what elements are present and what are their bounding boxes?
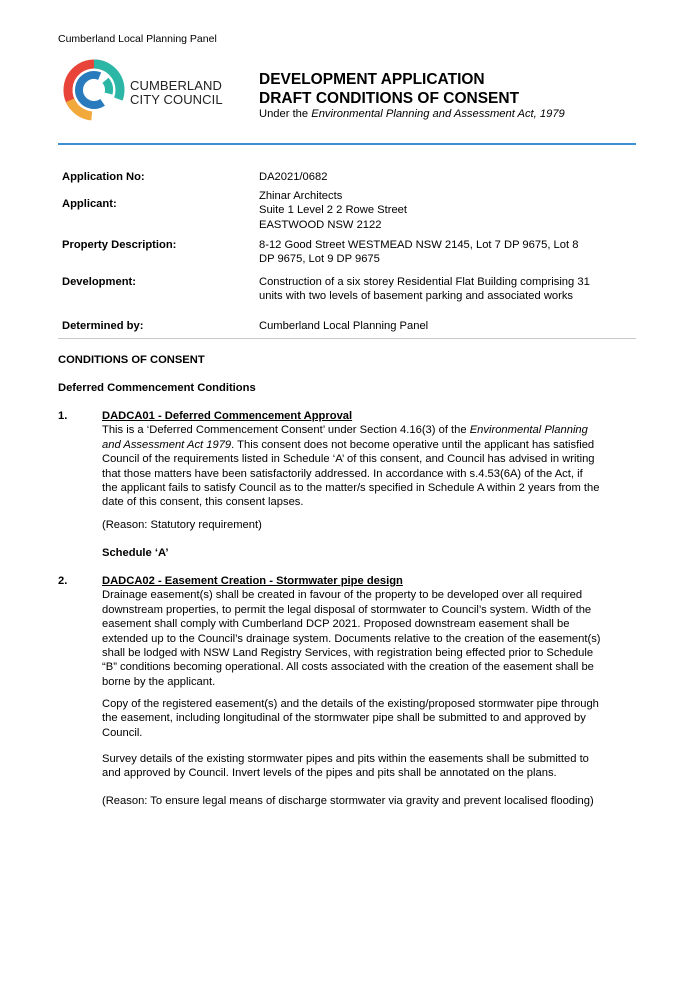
determined-value: Cumberland Local Planning Panel	[259, 320, 429, 332]
application-no-label: Application No:	[62, 171, 145, 183]
condition-1-reason: (Reason: Statutory requirement)	[102, 519, 262, 531]
condition-text-line: “B” conditions becoming operational. All costs associated with the creation of the easement shall be	[102, 661, 594, 674]
condition-text-line: easement shall comply with Cumberland DCP 2021. Proposed downstream easement shall be	[102, 618, 570, 631]
condition-2-paragraph-2	[102, 697, 638, 740]
development-line: Construction of a six storey Residential Flat Building comprising 31	[259, 276, 590, 288]
condition-text-line: Council of the requirements listed in Schedule ‘A’ of this consent, and Council has advised in writing	[102, 453, 595, 466]
condition-2	[102, 574, 638, 689]
application-no-value: DA2021/0682	[259, 171, 328, 183]
deferred-heading: Deferred Commencement Conditions	[58, 382, 256, 394]
condition-title: DADCA01 - Deferred Commencement Approval	[102, 410, 353, 422]
development-label: Development:	[62, 276, 136, 288]
schedule-a-heading: Schedule ‘A’	[102, 547, 169, 559]
condition-1	[102, 409, 638, 510]
condition-text-line: date of this consent, this consent lapses.	[102, 496, 304, 509]
condition-text-line: that those matters have been satisfactorily addressed. In accordance with s.4.53(6A) of the Act, if	[102, 467, 583, 480]
condition-title: DADCA02 - Easement Creation - Stormwater pipe design	[102, 575, 403, 587]
determined-label: Determined by:	[62, 320, 144, 332]
condition-text-line: and approved by Council. Invert levels of the pipes and pits shall be annotated on the plans.	[102, 767, 557, 780]
development-value	[259, 275, 639, 304]
property-value	[259, 238, 639, 267]
condition-number: 2.	[58, 575, 68, 587]
condition-text-line: the easement, including longitudinal of the stormwater pipe shall be submitted to and approved by	[102, 712, 586, 725]
document-subtitle-heading: DRAFT CONDITIONS OF CONSENT	[259, 90, 520, 107]
condition-text-line: extended up to the Council’s drainage system. Documents relative to the creation of the easement(s)	[102, 632, 601, 645]
condition-text-line: the applicant fails to satisfy Council as to the matter/s specified in Schedule A within 2 years from the	[102, 482, 600, 495]
applicant-value	[259, 189, 639, 232]
applicant-line: EASTWOOD NSW 2122	[259, 218, 382, 231]
condition-2-paragraph-3	[102, 752, 638, 781]
condition-text-line: Copy of the registered easement(s) and the details of the existing/proposed stormwater pipe through	[102, 698, 599, 710]
conditions-heading: CONDITIONS OF CONSENT	[58, 354, 205, 366]
logo-line-1: CUMBERLAND	[130, 78, 223, 93]
condition-text-line: Survey details of the existing stormwater pipes and pits within the easements shall be submitted to	[102, 753, 589, 765]
act-name: Environmental Planning and Assessment Act, 1979	[311, 108, 565, 120]
cumberland-logo	[62, 58, 126, 122]
applicant-line: Zhinar Architects	[259, 190, 343, 202]
property-line: DP 9675, Lot 9 DP 9675	[259, 253, 380, 266]
condition-text-line: shall be lodged with NSW Land Registry Services, with registration being effected prior to Schedule	[102, 647, 594, 660]
act-prefix: Under the	[259, 108, 312, 120]
logo-wordmark	[130, 79, 223, 106]
act-reference	[259, 107, 565, 121]
condition-number: 1.	[58, 410, 68, 422]
logo-line-2: CITY COUNCIL	[130, 91, 223, 107]
condition-text-line: Drainage easement(s) shall be created in favour of the property to be developed over all required	[102, 589, 583, 602]
details-divider	[58, 338, 636, 339]
condition-2-reason: (Reason: To ensure legal means of discharge stormwater via gravity and prevent localised flooding)	[102, 795, 594, 807]
condition-text-line: and Assessment Act 1979. This consent does not become operative until the applicant has satisfied	[102, 438, 595, 451]
running-header: Cumberland Local Planning Panel	[58, 33, 217, 45]
condition-text-line: downstream properties, to permit the legal disposal of stormwater to Council’s system. Width of the	[102, 603, 592, 616]
development-line: units with two levels of basement parking and associated works	[259, 290, 574, 303]
property-line: 8-12 Good Street WESTMEAD NSW 2145, Lot 7 DP 9675, Lot 8	[259, 239, 579, 251]
applicant-label: Applicant:	[62, 198, 117, 210]
condition-text-line: borne by the applicant.	[102, 675, 216, 688]
document-title: DEVELOPMENT APPLICATION	[259, 71, 485, 88]
property-label: Property Description:	[62, 239, 177, 251]
condition-text-line: Council.	[102, 726, 143, 739]
condition-text-line: This is a ‘Deferred Commencement Consent’ under Section 4.16(3) of the Environmental Planning	[102, 424, 588, 437]
applicant-line: Suite 1 Level 2 2 Rowe Street	[259, 204, 408, 217]
header-divider	[58, 143, 636, 145]
